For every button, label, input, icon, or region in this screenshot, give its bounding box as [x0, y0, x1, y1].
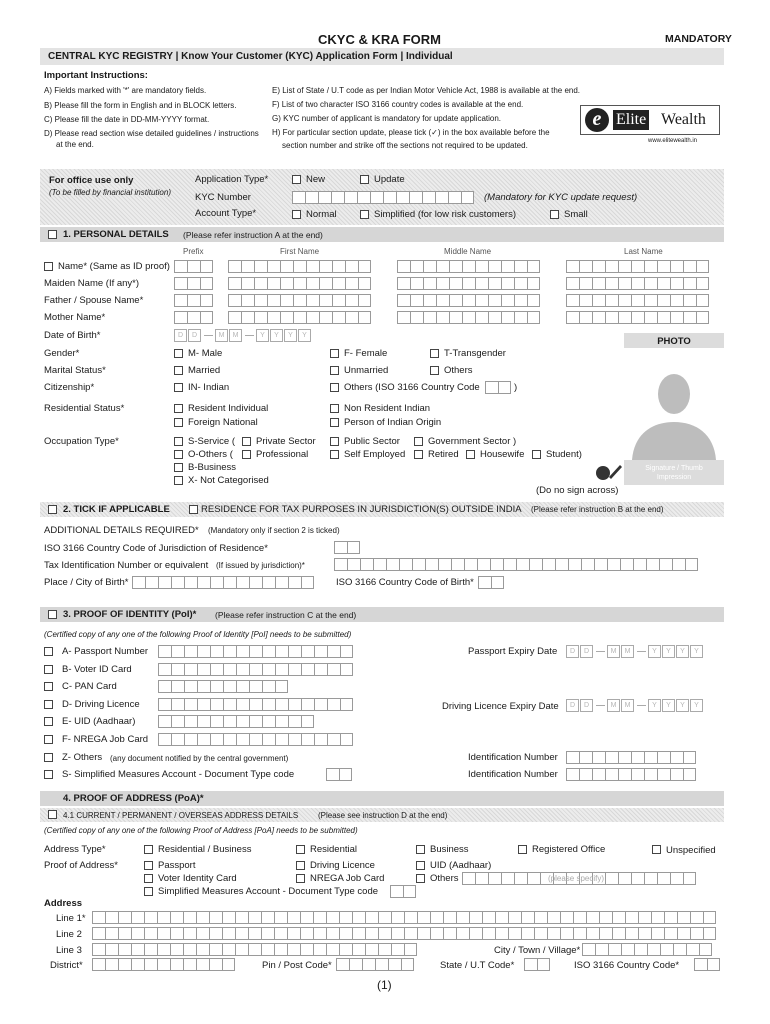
voter-id-label: B- Voter ID Card — [62, 664, 132, 675]
section-2-title: 2. TICK IF APPLICABLE — [63, 504, 170, 515]
registered-office-label: Registered Office — [532, 844, 606, 855]
nri-checkbox[interactable] — [330, 404, 339, 413]
driving-licence-checkbox[interactable] — [44, 700, 53, 709]
female-checkbox[interactable] — [330, 349, 339, 358]
city-boxes[interactable] — [582, 943, 712, 956]
additional-details-label: ADDITIONAL DETAILS REQUIRED* — [44, 525, 199, 536]
unmarried-checkbox[interactable] — [330, 366, 339, 375]
iso-jurisdiction-boxes[interactable] — [334, 541, 360, 554]
simplified-checkbox[interactable] — [360, 210, 369, 219]
office-use-note: (To be filled by financial institution) — [49, 188, 171, 197]
passport-number-boxes[interactable] — [158, 645, 353, 658]
dob-day-2: D — [188, 329, 201, 342]
nrega-label: F- NREGA Job Card — [62, 734, 149, 745]
first-name-header: First Name — [280, 247, 320, 256]
dl-exp-year-2: Y — [662, 699, 675, 712]
poa-simplified-label: Simplified Measures Account - Document Type code — [158, 886, 379, 897]
section-3-certified-note: (Certified copy of any one of the following Proof of Identity [PoI] needs to be submitted) — [44, 630, 352, 639]
uid-label: E- UID (Aadhaar) — [62, 716, 136, 727]
place-of-birth-label: Place / City of Birth* — [44, 577, 129, 588]
date-of-birth-field[interactable] — [174, 329, 312, 342]
nrega-checkbox[interactable] — [44, 735, 53, 744]
foreign-national-label: Foreign National — [188, 417, 258, 428]
photo-box[interactable] — [624, 333, 724, 485]
z-others-note: (any document notified by the central government) — [110, 754, 289, 763]
citizenship-label: Citizenship* — [44, 382, 95, 393]
unmarried-label: Unmarried — [344, 365, 389, 376]
district-label: District* — [50, 960, 83, 971]
father-name-boxes[interactable] — [397, 294, 540, 307]
not-categorised-label: X- Not Categorised — [188, 475, 269, 486]
poa-simplified-checkbox[interactable] — [144, 887, 153, 896]
elite-wealth-logo — [580, 105, 720, 135]
dob-month-1: M — [215, 329, 228, 342]
retired-label: Retired — [428, 449, 459, 460]
section-4-1-note: (Please see instruction D at the end) — [318, 811, 448, 820]
name-boxes[interactable] — [397, 260, 540, 273]
housewife-label: Housewife — [480, 449, 525, 460]
private-sector-label: Private Sector — [256, 436, 316, 447]
sign-pen-icon — [595, 461, 623, 483]
poa-driving-licence-checkbox[interactable] — [296, 861, 305, 870]
student-checkbox[interactable] — [532, 450, 541, 459]
govt-sector-label: Government Sector ) — [428, 436, 517, 447]
logo-e-icon: e — [585, 108, 609, 132]
section-3-checkbox[interactable] — [48, 610, 57, 619]
transgender-checkbox[interactable] — [430, 349, 439, 358]
male-label: M- Male — [188, 348, 223, 359]
passport-label: A- Passport Number — [62, 646, 149, 657]
line-2-boxes[interactable] — [92, 927, 716, 940]
instruction-e: E) List of State / U.T code as per Indian Motor Vehicle Act, 1988 is available at the end. — [272, 86, 581, 95]
voter-id-boxes[interactable] — [158, 663, 353, 676]
poa-others-label: Others — [430, 873, 459, 884]
mother-name-boxes[interactable] — [397, 311, 540, 324]
dl-exp-year-3: Y — [676, 699, 689, 712]
passport-exp-month-2: M — [621, 645, 634, 658]
dl-exp-day-1: D — [566, 699, 579, 712]
name-boxes[interactable] — [566, 260, 709, 273]
name-boxes[interactable] — [174, 260, 213, 273]
photo-area — [624, 348, 724, 460]
indian-label: IN- Indian — [188, 382, 230, 393]
business-address-label: Business — [430, 844, 469, 855]
small-checkbox[interactable] — [550, 210, 559, 219]
poa-uid-label: UID (Aadhaar) — [430, 860, 492, 871]
proof-of-address-label: Proof of Address* — [44, 860, 118, 871]
married-label: Married — [188, 365, 221, 376]
poa-others-specify-hint: (please specify) — [548, 874, 605, 883]
professional-label: Professional — [256, 449, 309, 460]
section-3-title: 3. PROOF OF IDENTITY (PoI)* — [63, 609, 197, 620]
maiden-name-boxes[interactable] — [397, 277, 540, 290]
instruction-d-cont: at the end. — [56, 140, 94, 149]
instruction-b: B) Please fill the form in English and in BLOCK letters. — [44, 101, 237, 110]
date-of-birth-label: Date of Birth* — [44, 330, 101, 341]
pin-boxes[interactable] — [336, 958, 414, 971]
residential-status-label: Residential Status* — [44, 403, 125, 414]
mother-name-boxes[interactable] — [174, 311, 213, 324]
dl-exp-year-1: Y — [648, 699, 661, 712]
name-label: Name* (Same as ID proof) — [58, 261, 170, 272]
service-label: S-Service ( — [188, 436, 235, 447]
z-others-checkbox[interactable] — [44, 753, 53, 762]
driving-licence-expiry-label: Driving Licence Expiry Date — [442, 701, 559, 712]
citizen-others-label: Others (ISO 3166 Country Code — [344, 382, 480, 393]
new-checkbox[interactable] — [292, 175, 301, 184]
instruction-g: G) KYC number of applicant is mandatory for update application. — [272, 114, 502, 123]
mother-name-boxes[interactable] — [566, 311, 709, 324]
passport-exp-day-2: D — [580, 645, 593, 658]
dob-month-2: M — [229, 329, 242, 342]
person-silhouette-icon — [624, 348, 724, 460]
registered-office-checkbox[interactable] — [518, 845, 527, 854]
poa-document-type-boxes[interactable] — [390, 885, 416, 898]
line-2-label: Line 2 — [56, 929, 82, 940]
driving-licence-label: D- Driving Licence — [62, 699, 140, 710]
address-heading: Address — [44, 898, 83, 909]
district-boxes[interactable] — [92, 958, 235, 971]
address-country-code-label: ISO 3166 Country Code* — [574, 960, 680, 971]
tin-label: Tax Identification Number or equivalent — [44, 560, 209, 571]
mother-name-boxes[interactable] — [228, 311, 371, 324]
page-number: (1) — [377, 978, 392, 992]
pan-card-checkbox[interactable] — [44, 682, 53, 691]
passport-checkbox[interactable] — [44, 647, 53, 656]
office-use-title: For office use only — [49, 175, 134, 186]
logo-name: Elite — [613, 110, 649, 130]
male-checkbox[interactable] — [174, 349, 183, 358]
logo-suffix: Wealth — [661, 111, 706, 128]
poa-passport-label: Passport — [158, 860, 196, 871]
city-label: City / Town / Village* — [494, 945, 581, 956]
residential-label: Residential — [310, 844, 357, 855]
uid-boxes[interactable] — [158, 715, 314, 728]
not-categorised-checkbox[interactable] — [174, 476, 183, 485]
address-country-code-boxes[interactable] — [694, 958, 720, 971]
pio-label: Person of Indian Origin — [344, 417, 442, 428]
govt-sector-checkbox[interactable] — [414, 437, 423, 446]
update-checkbox[interactable] — [360, 175, 369, 184]
place-of-birth-boxes[interactable] — [132, 576, 314, 589]
tax-residence-checkbox[interactable] — [189, 505, 198, 514]
dob-year-4: Y — [298, 329, 311, 342]
resident-individual-label: Resident Individual — [188, 403, 269, 414]
section-2-checkbox[interactable] — [48, 505, 57, 514]
self-employed-checkbox[interactable] — [330, 450, 339, 459]
residential-business-label: Residential / Business — [158, 844, 252, 855]
father-name-boxes[interactable] — [566, 294, 709, 307]
service-checkbox[interactable] — [174, 437, 183, 446]
driving-licence-expiry-field[interactable] — [566, 699, 704, 712]
poa-nrega-checkbox[interactable] — [296, 874, 305, 883]
unspecified-checkbox[interactable] — [652, 845, 661, 854]
simplified-label: Simplified (for low risk customers) — [374, 209, 516, 220]
normal-label: Normal — [306, 209, 337, 220]
tin-note: (If issued by jurisdiction)* — [216, 561, 305, 570]
maiden-name-label: Maiden Name (If any*) — [44, 278, 140, 289]
iso-jurisdiction-label: ISO 3166 Country Code of Jurisdiction of Residence* — [44, 543, 268, 554]
passport-exp-year-4: Y — [690, 645, 703, 658]
simplified-measures-label: S- Simplified Measures Account - Document Type code — [62, 769, 295, 780]
indian-checkbox[interactable] — [174, 383, 183, 392]
z-others-label: Z- Others — [62, 752, 103, 763]
passport-exp-year-3: Y — [676, 645, 689, 658]
passport-exp-month-1: M — [607, 645, 620, 658]
identification-number-label: Identification Number — [468, 752, 558, 763]
maiden-name-boxes[interactable] — [174, 277, 213, 290]
prefix-header: Prefix — [183, 247, 204, 256]
poa-voter-checkbox[interactable] — [144, 874, 153, 883]
s-identification-boxes[interactable] — [566, 768, 696, 781]
passport-exp-day-1: D — [566, 645, 579, 658]
section-4-1-checkbox[interactable] — [48, 810, 57, 819]
father-name-boxes[interactable] — [228, 294, 371, 307]
iso-birth-boxes[interactable] — [478, 576, 504, 589]
married-checkbox[interactable] — [174, 366, 183, 375]
maiden-name-boxes[interactable] — [566, 277, 709, 290]
professional-checkbox[interactable] — [242, 450, 251, 459]
name-boxes[interactable] — [228, 260, 371, 273]
o-others-checkbox[interactable] — [174, 450, 183, 459]
public-sector-label: Public Sector — [344, 436, 400, 447]
nrega-boxes[interactable] — [158, 733, 353, 746]
pin-label: Pin / Post Code* — [262, 960, 332, 971]
pan-card-label: C- PAN Card — [62, 681, 117, 692]
o-others-label: O-Others ( — [188, 449, 233, 460]
instruction-h: H) For particular section update, please tick (✓) in the box available before the — [272, 128, 550, 137]
middle-name-header: Middle Name — [444, 247, 492, 256]
section-3-note: (Please refer instruction C at the end) — [215, 610, 357, 620]
dl-exp-month-2: M — [621, 699, 634, 712]
simplified-measures-checkbox[interactable] — [44, 770, 53, 779]
instruction-f: F) List of two character ISO 3166 country codes is available at the end. — [272, 100, 524, 109]
father-spouse-name-label: Father / Spouse Name* — [44, 295, 144, 306]
housewife-checkbox[interactable] — [466, 450, 475, 459]
passport-expiry-label: Passport Expiry Date — [468, 646, 558, 657]
section-2-note: (Please refer instruction B at the end) — [531, 505, 664, 514]
business-label: B-Business — [188, 462, 237, 473]
citizen-close-paren: ) — [514, 382, 518, 393]
state-code-boxes[interactable] — [524, 958, 550, 971]
z-identification-boxes[interactable] — [566, 751, 696, 764]
transgender-label: T-Transgender — [444, 348, 506, 359]
dob-year-3: Y — [284, 329, 297, 342]
retired-checkbox[interactable] — [414, 450, 423, 459]
instruction-a: A) Fields marked with '*' are mandatory fields. — [44, 86, 207, 95]
form-subtitle: CENTRAL KYC REGISTRY | Know Your Customer (KYC) Application Form | Individual — [48, 51, 453, 62]
poa-others-checkbox[interactable] — [416, 874, 425, 883]
pan-card-boxes[interactable] — [158, 680, 288, 693]
section-4-certified-note: (Certified copy of any one of the following Proof of Address [PoA] needs to be submitted) — [44, 826, 358, 835]
logo-url: www.elitewealth.in — [648, 138, 698, 144]
small-label: Small — [564, 209, 588, 220]
section-1-title: 1. PERSONAL DETAILS — [63, 229, 169, 240]
passport-expiry-field[interactable] — [566, 645, 704, 658]
citizen-others-checkbox[interactable] — [330, 383, 339, 392]
female-label: F- Female — [344, 348, 388, 359]
section-1-note: (Please refer instruction A at the end) — [183, 230, 323, 240]
dl-exp-month-1: M — [607, 699, 620, 712]
poa-driving-licence-label: Driving Licence — [310, 860, 375, 871]
additional-details-note: (Mandatory only if section 2 is ticked) — [208, 526, 340, 535]
occupation-type-label: Occupation Type* — [44, 436, 119, 447]
line-1-boxes[interactable] — [92, 911, 716, 924]
section-4-1-title: 4.1 CURRENT / PERMANENT / OVERSEAS ADDRESS DETAILS — [63, 811, 299, 820]
dl-exp-year-4: Y — [690, 699, 703, 712]
dob-day-1: D — [174, 329, 187, 342]
line-3-label: Line 3 — [56, 945, 82, 956]
photo-label: PHOTO — [657, 336, 691, 347]
instruction-d: D) Please read section wise detailed guidelines / instructions — [44, 129, 259, 138]
public-sector-checkbox[interactable] — [330, 437, 339, 446]
poa-uid-checkbox[interactable] — [416, 861, 425, 870]
business-address-checkbox[interactable] — [416, 845, 425, 854]
foreign-national-checkbox[interactable] — [174, 418, 183, 427]
normal-checkbox[interactable] — [292, 210, 301, 219]
residential-checkbox[interactable] — [296, 845, 305, 854]
unspecified-label: Unspecified — [666, 845, 716, 856]
passport-exp-year-2: Y — [662, 645, 675, 658]
poa-passport-checkbox[interactable] — [144, 861, 153, 870]
self-employed-label: Self Employed — [344, 449, 406, 460]
private-sector-checkbox[interactable] — [242, 437, 251, 446]
account-type-label: Account Type* — [195, 208, 257, 219]
state-code-label: State / U.T Code* — [440, 960, 515, 971]
poa-nrega-label: NREGA Job Card — [310, 873, 385, 884]
business-checkbox[interactable] — [174, 463, 183, 472]
kyc-number-note: (Mandatory for KYC update request) — [484, 192, 638, 203]
marital-others-label: Others — [444, 365, 473, 376]
identification-number-2-label: Identification Number — [468, 769, 558, 780]
tax-residence-label: RESIDENCE FOR TAX PURPOSES IN JURISDICTION(S) OUTSIDE INDIA — [201, 504, 522, 515]
dob-year-2: Y — [270, 329, 283, 342]
iso-birth-label: ISO 3166 Country Code of Birth* — [336, 577, 474, 588]
passport-exp-year-1: Y — [648, 645, 661, 658]
driving-licence-boxes[interactable] — [158, 698, 353, 711]
last-name-header: Last Name — [624, 247, 663, 256]
mother-name-label: Mother Name* — [44, 312, 106, 323]
voter-id-checkbox[interactable] — [44, 665, 53, 674]
section-1-checkbox[interactable] — [48, 230, 57, 239]
no-sign-note: (Do no sign across) — [536, 485, 619, 496]
name-checkbox[interactable] — [44, 262, 53, 271]
line-3-boxes[interactable] — [92, 943, 417, 956]
uid-checkbox[interactable] — [44, 717, 53, 726]
document-type-code-boxes[interactable] — [326, 768, 352, 781]
update-label: Update — [374, 174, 405, 185]
resident-individual-checkbox[interactable] — [174, 404, 183, 413]
student-label: Student) — [546, 449, 582, 460]
form-title: CKYC & KRA FORM — [318, 32, 442, 47]
citizen-country-code-boxes[interactable] — [485, 381, 511, 394]
address-type-label: Address Type* — [44, 844, 106, 855]
gender-label: Gender* — [44, 348, 80, 359]
residential-business-checkbox[interactable] — [144, 845, 153, 854]
instruction-c: C) Please fill the date in DD-MM-YYYY format. — [44, 115, 210, 124]
new-label: New — [306, 174, 326, 185]
kyc-number-boxes[interactable] — [292, 191, 474, 204]
tin-boxes[interactable] — [334, 558, 698, 571]
marital-others-checkbox[interactable] — [430, 366, 439, 375]
nri-label: Non Resident Indian — [344, 403, 431, 414]
dl-exp-day-2: D — [580, 699, 593, 712]
instructions-heading: Important Instructions: — [44, 70, 148, 81]
mandatory-label: MANDATORY — [665, 33, 732, 45]
instruction-h-cont: section number and strike off the sections not required to be updated. — [282, 141, 528, 150]
dob-year-1: Y — [256, 329, 269, 342]
father-name-boxes[interactable] — [174, 294, 213, 307]
signature-label: Signature / Thumb Impression — [645, 465, 703, 481]
application-type-label: Application Type* — [195, 174, 269, 185]
section-4-title: 4. PROOF OF ADDRESS (PoA)* — [63, 793, 204, 804]
kyc-number-label: KYC Number — [195, 192, 251, 203]
poa-voter-label: Voter Identity Card — [158, 873, 237, 884]
pio-checkbox[interactable] — [330, 418, 339, 427]
marital-status-label: Marital Status* — [44, 365, 106, 376]
line-1-label: Line 1* — [56, 913, 86, 924]
maiden-name-boxes[interactable] — [228, 277, 371, 290]
